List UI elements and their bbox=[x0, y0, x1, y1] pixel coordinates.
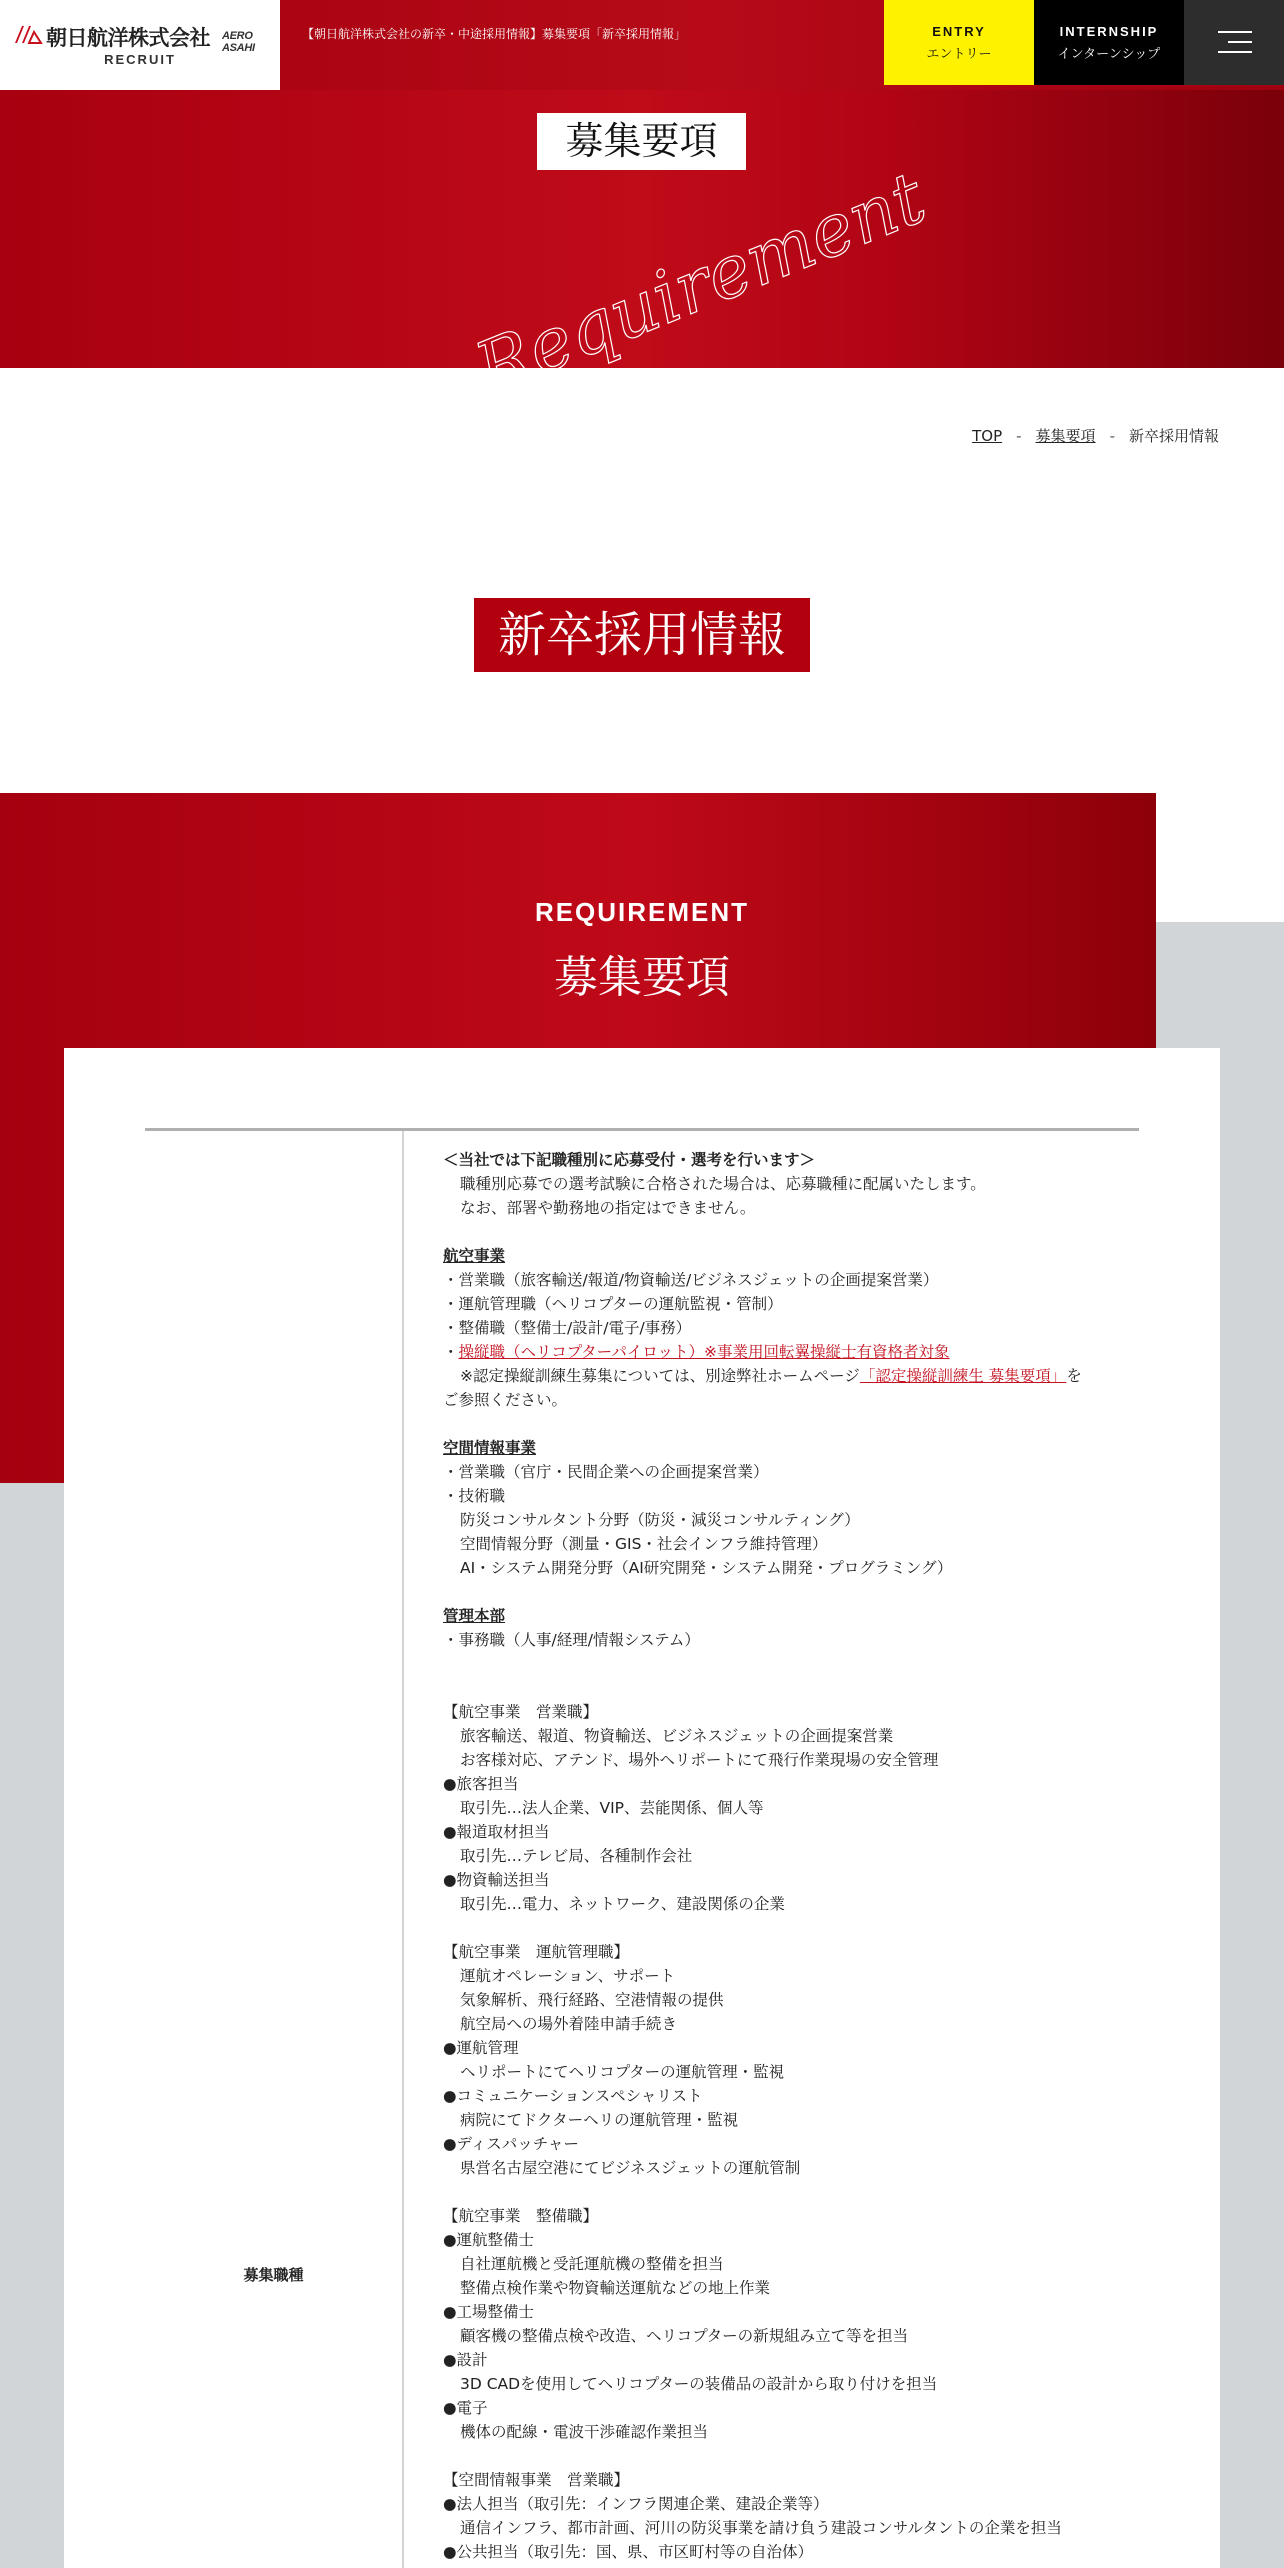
internship-button-en: INTERNSHIP bbox=[1059, 24, 1159, 39]
section-heading: 【航空事業 整備職】 bbox=[443, 2207, 599, 2225]
bullet-item: ●法人担当（取引先：インフラ関連企業、建設企業等） bbox=[443, 2495, 829, 2513]
breadcrumb-separator: - bbox=[1109, 427, 1115, 445]
list-item: ・運航管理職（ヘリコプターの運航監視・管制） bbox=[443, 1295, 783, 1313]
list-item: ・技術職 bbox=[443, 1487, 506, 1505]
entry-button[interactable] bbox=[884, 0, 1034, 85]
aviation-heading: 航空事業 bbox=[443, 1247, 506, 1265]
detail-text: 航空局への場外着陸申請手続き bbox=[460, 2015, 678, 2033]
logo-company-name: 朝日航洋株式会社 bbox=[46, 26, 210, 50]
bullet-item: ●報道取材担当 bbox=[443, 1823, 550, 1841]
list-item: 防災コンサルタント分野（防災・減災コンサルティング） bbox=[460, 1511, 860, 1529]
trainee-note-text: ※認定操縦訓練生募集については、別途弊社ホームページ bbox=[460, 1367, 860, 1385]
detail-text: 運航オペレーション、サポート bbox=[460, 1967, 676, 1985]
trainee-note-text: ご参照ください。 bbox=[443, 1391, 568, 1409]
detail-text: 気象解析、飛行経路、空港情報の提供 bbox=[460, 1991, 724, 2009]
section-heading: 【航空事業 運航管理職】 bbox=[443, 1943, 630, 1961]
breadcrumb-separator: - bbox=[1016, 427, 1022, 445]
section-title-en: REQUIREMENT bbox=[534, 897, 750, 927]
detail-text: 旅客輸送、報道、物資輸送、ビジネスジェットの企画提案営業 bbox=[460, 1727, 894, 1745]
section-title-jp: 募集要項 bbox=[554, 952, 730, 1003]
list-item: ・営業職（官庁・民間企業への企画提案営業） bbox=[443, 1463, 769, 1481]
bullet-item: ●旅客担当 bbox=[443, 1775, 519, 1793]
detail-text: 自社運航機と受託運航機の整備を担当 bbox=[460, 2255, 724, 2273]
bullet-item: ●コミュニケーションスペシャリスト bbox=[443, 2087, 703, 2105]
hamburger-line bbox=[1218, 51, 1252, 53]
detail-text: 顧客機の整備点検や改造、ヘリコプターの新規組み立て等を担当 bbox=[460, 2327, 909, 2345]
logo-english-name: AERO ASAHI bbox=[222, 30, 255, 54]
job-types-content bbox=[443, 1148, 1143, 2564]
bullet-item: ●電子 bbox=[443, 2399, 488, 2417]
bullet-item: ●工場整備士 bbox=[443, 2303, 535, 2321]
hero-script-text bbox=[430, 155, 937, 412]
detail-text: 通信インフラ、都市計画、河川の防災事業を請け負う建設コンサルタントの企業を担当 bbox=[460, 2519, 1062, 2537]
svg-text:Requirement: Requirement bbox=[464, 155, 937, 412]
table-column-divider bbox=[402, 1131, 404, 2568]
breadcrumb-current: 新卒採用情報 bbox=[1128, 427, 1219, 445]
trainee-requirement-link[interactable]: 「認定操縦訓練生 募集要項」 bbox=[859, 1367, 1067, 1385]
detail-text: ヘリポートにてヘリコプターの運航管理・監視 bbox=[460, 2063, 785, 2081]
row-label-job-types: 募集職種 bbox=[243, 2266, 304, 2284]
list-bullet: ・ bbox=[443, 1343, 459, 1361]
section-heading: 【空間情報事業 営業職】 bbox=[443, 2471, 630, 2489]
breadcrumb-requirement-link[interactable]: 募集要項 bbox=[1035, 427, 1096, 445]
list-item: AI・システム開発分野（AI研究開発・システム開発・プログラミング） bbox=[460, 1559, 953, 1577]
breadcrumb bbox=[972, 425, 1219, 446]
detail-text: 取引先…法人企業、VIP、芸能関係、個人等 bbox=[460, 1799, 764, 1817]
section-heading: 【航空事業 営業職】 bbox=[443, 1703, 599, 1721]
pilot-requirement-link[interactable]: 操縦職（ヘリコプターパイロット）※事業用回転翼操縦士有資格者対象 bbox=[458, 1343, 950, 1361]
bullet-item: ●運航管理 bbox=[443, 2039, 519, 2057]
detail-text: 機体の配線・電波干渉確認作業担当 bbox=[460, 2423, 709, 2441]
intro-text: なお、部署や勤務地の指定はできません。 bbox=[460, 1199, 756, 1217]
detail-text: 3D CADを使用してヘリコプターの装備品の設計から取り付けを担当 bbox=[460, 2375, 938, 2393]
detail-text: 取引先…電力、ネットワーク、建設関係の企業 bbox=[460, 1895, 785, 1913]
bullet-item: ●物資輸送担当 bbox=[443, 1871, 550, 1889]
internship-button-jp: インターンシップ bbox=[1057, 47, 1161, 62]
detail-text: お客様対応、アテンド、場外ヘリポートにて飛行作業現場の安全管理 bbox=[460, 1751, 939, 1769]
spatial-heading: 空間情報事業 bbox=[443, 1439, 537, 1457]
list-item: ・整備職（整備士/設計/電子/事務） bbox=[443, 1319, 692, 1337]
site-logo[interactable] bbox=[0, 0, 280, 90]
internship-button[interactable] bbox=[1034, 0, 1184, 85]
hero-banner bbox=[0, 90, 1284, 412]
bullet-item: ●運航整備士 bbox=[443, 2231, 535, 2249]
intro-text: 職種別応募での選考試験に合格された場合は、応募職種に配属いたします。 bbox=[460, 1175, 986, 1193]
list-item: ・営業職（旅客輸送/報道/物資輸送/ビジネスジェットの企画提案営業） bbox=[443, 1271, 939, 1289]
detail-text: 県営名古屋空港にてビジネスジェットの運航管制 bbox=[460, 2159, 801, 2177]
table-top-border bbox=[145, 1128, 1139, 1131]
admin-heading: 管理本部 bbox=[443, 1607, 506, 1625]
hero-title: 募集要項 bbox=[537, 113, 746, 170]
breadcrumb-top-link[interactable]: TOP bbox=[972, 427, 1003, 445]
bullet-item: ●設計 bbox=[443, 2351, 488, 2369]
site-header bbox=[0, 0, 1284, 90]
logo-mark-icon bbox=[14, 24, 42, 44]
logo-recruit-label: RECRUIT bbox=[104, 52, 176, 67]
detail-text: 整備点検作業や物資輸送運航などの地上作業 bbox=[460, 2279, 771, 2297]
entry-button-jp: エントリー bbox=[926, 47, 992, 62]
menu-button[interactable] bbox=[1184, 0, 1284, 85]
detail-text: 病院にてドクターヘリの運航管理・監視 bbox=[460, 2111, 739, 2129]
list-item: 空間情報分野（測量・GIS・社会インフラ維持管理） bbox=[460, 1535, 828, 1553]
requirement-card bbox=[64, 1048, 1220, 2568]
trainee-note-text: を bbox=[1066, 1367, 1082, 1385]
intro-heading: ＜当社では下記職種別に応募受付・選考を行います＞ bbox=[443, 1151, 816, 1169]
detail-text: 取引先…テレビ局、各種制作会社 bbox=[460, 1847, 693, 1865]
bullet-item: ●公共担当（取引先：国、県、市区町村等の自治体） bbox=[443, 2543, 814, 2561]
hamburger-line bbox=[1218, 31, 1252, 33]
hamburger-line bbox=[1228, 41, 1252, 43]
page-title: 新卒採用情報 bbox=[474, 598, 810, 672]
bullet-item: ●ディスパッチャー bbox=[443, 2135, 579, 2153]
header-description: 【朝日航洋株式会社の新卒・中途採用情報】募集要項「新卒採用情報」 bbox=[302, 27, 687, 41]
entry-button-en: ENTRY bbox=[932, 24, 986, 39]
list-item: ・事務職（人事/経理/情報システム） bbox=[443, 1631, 700, 1649]
